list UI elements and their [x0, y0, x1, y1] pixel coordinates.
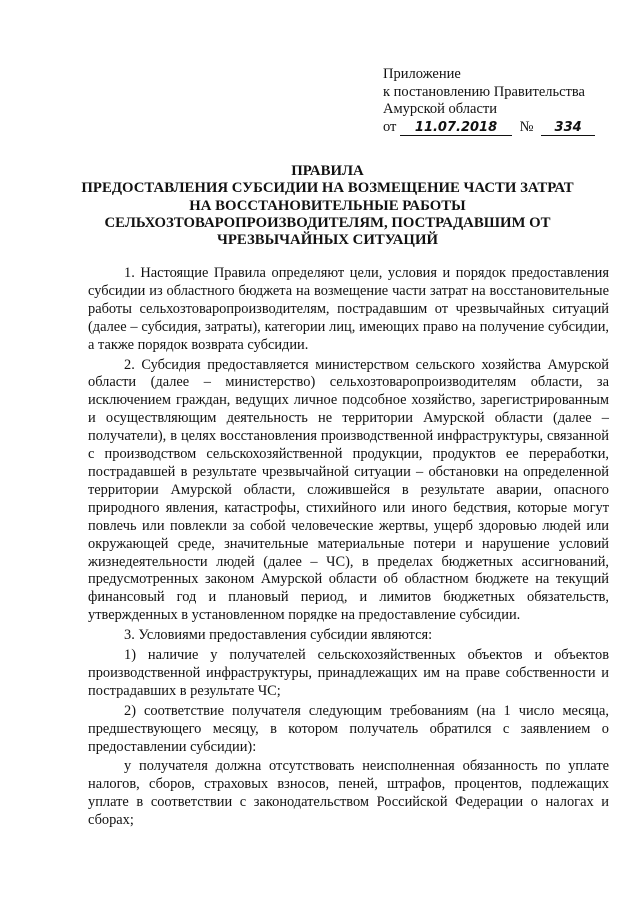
paragraph-2: 2. Субсидия предоставляется министерством сельского хозяйства Амурской области (далее – министерство) сельхозтоваропроизводителям области, за исключением граждан, ведущих личное подсобное хозяйство, зарегистрированным и осуществляющим деятельность не территории Амурской области (далее – получатели), в целях восстановления производственной инфраструктуры, связанной с производством сельскохозяйственной продукции, продуктов ее переработки, пострадавшей в результате чрезвычайной ситуации – обстановки на определенной территории Амурской области, сложившейся в результате аварии, опасного природного явления, катастрофы, стихийного или иного бедствия, которые могут повлечь или повлекли за собой человеческие жертвы, ущерб здоровью людей или окружающей среде, значительные материальные потери и нарушение условий жизнедеятельности людей (далее – ЧС), в пределах бюджетных ассигнований, предусмотренных законом Амурской области об областном бюджете на текущий финансовый год и плановый период, и лимитов бюджетных обязательств, утвержденных в установленном порядке на предоставление субсидии. [88, 356, 609, 624]
document-title [60, 163, 595, 249]
annex-region-label: Амурской области [383, 101, 497, 117]
handwritten-date: 11.07.2018 [400, 120, 512, 136]
number-label: № [519, 118, 534, 135]
title-line-4: СЕЛЬХОЗТОВАРОПРОИЗВОДИТЕЛЯМ, ПОСТРАДАВШИМ ОТ [104, 214, 551, 231]
annex-resolution-label: к постановлению Правительства [383, 83, 585, 100]
annex-date-number-line [383, 119, 623, 137]
paragraph-3-item-2: 2) соответствие получателя следующим требованиям (на 1 число месяца, предшествующего месяцу, в котором получатель обратился с заявлением о предоставлении субсидии): [88, 702, 609, 755]
title-line-1: ПРАВИЛА [291, 163, 364, 179]
from-label: от [383, 118, 397, 135]
title-line-3: НА ВОССТАНОВИТЕЛЬНЫЕ РАБОТЫ [189, 197, 466, 214]
paragraph-3-item-2-requirement: у получателя должна отсутствовать неисполненная обязанность по уплате налогов, сборов, страховых взносов, пеней, штрафов, процентов, подлежащих уплате в соответствии с законодательством Российской Федерации о налогах и сборах; [88, 758, 609, 829]
paragraph-3: 3. Условиями предоставления субсидии являются: [124, 627, 433, 644]
handwritten-number: 334 [541, 120, 595, 136]
annex-label: Приложение [383, 66, 461, 82]
paragraph-1: 1. Настоящие Правила определяют цели, условия и порядок предоставления субсидии из областного бюджета на возмещение части затрат на восстановительные работы сельхозтоваропроизводителям, пострадавшим от чрезвычайных ситуаций (далее – субсидия, затраты), категории лиц, имеющих право на получение субсидии, а также порядок возврата субсидии. [88, 265, 609, 353]
title-line-5: ЧРЕЗВЫЧАЙНЫХ СИТУАЦИЙ [217, 232, 438, 249]
annex-header [383, 66, 623, 136]
title-line-2: ПРЕДОСТАВЛЕНИЯ СУБСИДИИ НА ВОЗМЕЩЕНИЕ ЧАСТИ ЗАТРАТ [81, 180, 574, 197]
paragraph-3-item-1: 1) наличие у получателей сельскохозяйственных объектов и объектов производственной инфраструктуры, принадлежащих им на праве собственности и пострадавших в результате ЧС; [88, 647, 609, 699]
document-body [88, 265, 609, 832]
